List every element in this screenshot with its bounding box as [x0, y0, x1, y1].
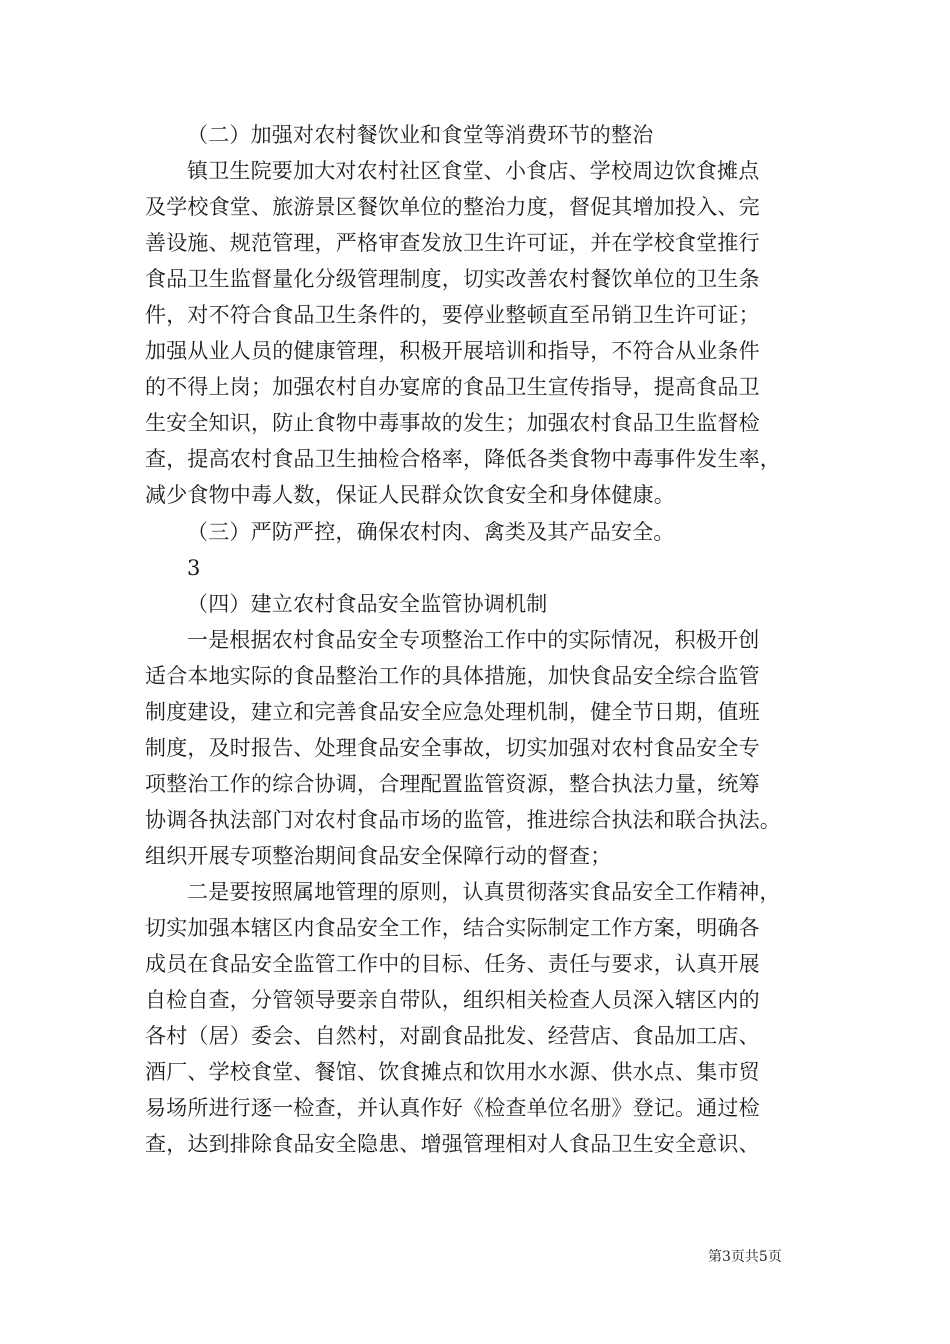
- text-line: 二是要按照属地管理的原则，认真贯彻落实食品安全工作精神，: [187, 879, 781, 904]
- text-line: 项整治工作的综合协调，合理配置监管资源，整合执法力量，统筹: [145, 771, 760, 796]
- text-line: 食品卫生监督量化分级管理制度，切实改善农村餐饮单位的卫生条: [145, 267, 760, 292]
- text-line: （二）加强对农村餐饮业和食堂等消费环节的整治: [187, 123, 654, 147]
- text-line: 自检自查，分管领导要亲自带队，组织相关检查人员深入辖区内的: [145, 988, 760, 1013]
- page-number-footer: 第3页共5页: [708, 1249, 782, 1265]
- text-line: 制度，及时报告、处理食品安全事故，切实加强对农村食品安全专: [145, 735, 760, 760]
- text-line: 制度建设，建立和完善食品安全应急处理机制，健全节日期，值班: [145, 699, 760, 724]
- text-line: 一是根据农村食品安全专项整治工作中的实际情况，积极开创: [187, 627, 760, 652]
- text-line: 切实加强本辖区内食品安全工作，结合实际制定工作方案，明确各: [145, 916, 760, 941]
- document-body: [145, 118, 805, 1163]
- text-line: 镇卫生院要加大对农村社区食堂、小食店、学校周边饮食摊点: [187, 159, 760, 184]
- text-line: 及学校食堂、旅游景区餐饮单位的整治力度，督促其增加投入、完: [145, 195, 760, 220]
- text-line: （四）建立农村食品安全监管协调机制: [187, 591, 548, 616]
- text-line: 的不得上岗；加强农村自办宴席的食品卫生宣传指导，提高食品卫: [145, 375, 760, 400]
- text-line: 减少食物中毒人数，保证人民群众饮食安全和身体健康。: [145, 483, 675, 508]
- text-line: （三）严防严控，确保农村肉、禽类及其产品安全。: [187, 519, 675, 544]
- text-line: 查，提高农村食品卫生抽检合格率，降低各类食物中毒事件发生率，: [145, 447, 781, 472]
- text-line: 组织开展专项整治期间食品安全保障行动的督查；: [145, 843, 612, 868]
- text-line: 件，对不符合食品卫生条件的，要停业整顿直至吊销卫生许可证；: [145, 303, 760, 328]
- text-line: 协调各执法部门对农村食品市场的监管，推进综合执法和联合执法。: [145, 807, 781, 832]
- text-line: 查，达到排除食品安全隐患、增强管理相对人食品卫生安全意识、: [145, 1132, 760, 1157]
- text-line: 适合本地实际的食品整治工作的具体措施，加快食品安全综合监管: [145, 663, 760, 688]
- text-line: 善设施、规范管理，严格审查发放卫生许可证，并在学校食堂推行: [145, 231, 760, 256]
- text-line: 酒厂、学校食堂、餐馆、饮食摊点和饮用水水源、供水点、集市贸: [145, 1060, 760, 1085]
- text-line: 加强从业人员的健康管理，积极开展培训和指导，不符合从业条件: [145, 339, 760, 364]
- text-line: 各村（居）委会、自然村，对副食品批发、经营店、食品加工店、: [145, 1024, 760, 1049]
- text-line: 3: [187, 555, 201, 580]
- text-line: 生安全知识，防止食物中毒事故的发生；加强农村食品卫生监督检: [145, 411, 760, 436]
- text-line: 成员在食品安全监管工作中的目标、任务、责任与要求，认真开展: [145, 952, 760, 977]
- text-line: 易场所进行逐一检查，并认真作好《检查单位名册》登记。通过检: [145, 1096, 760, 1121]
